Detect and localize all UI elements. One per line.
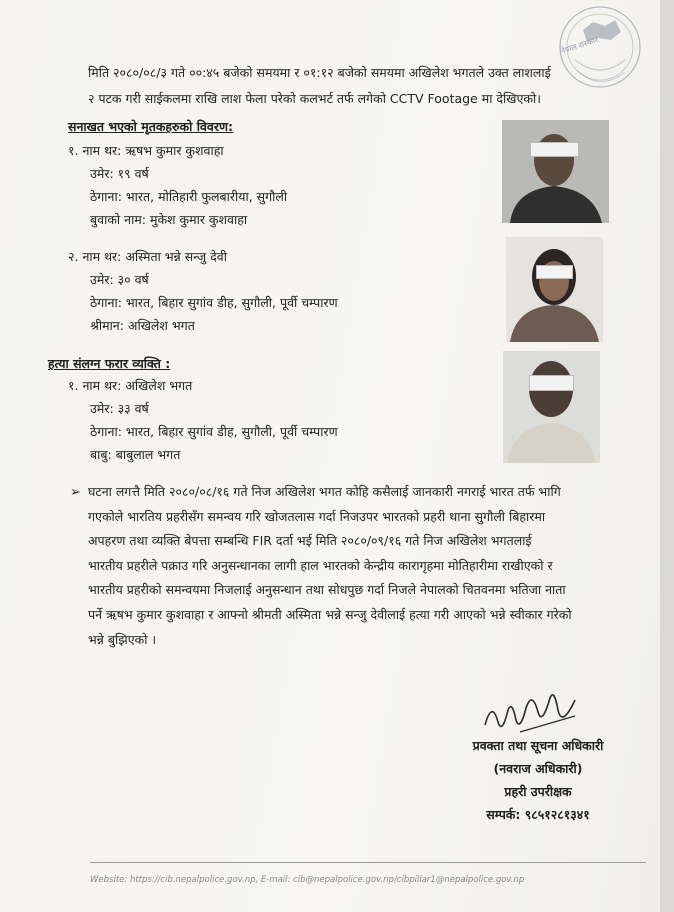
deceased-2-husband: श्रीमान: अखिलेश भगत: [90, 318, 195, 333]
footer-contact: Website: https://cib.nepalpolice.gov.np, E-mail: cib@nepalpolice.gov.np/cibpillar1@nepalpolice.gov.np: [90, 875, 525, 885]
paragraph-line: अपहरण तथा व्यक्ति बेपत्ता सम्बन्धि FIR दर्ता भई मिति २०८०/०९/१६ गते निज अखिलेश भगतलाई: [88, 533, 532, 549]
deceased-2-name: २. नाम थर: अस्मिता भन्ने सन्जु देवी: [68, 249, 227, 264]
paragraph-line: भारतीय प्रहरीको समन्वयमा निजलाई अनुसन्धान तथा सोधपुछ गर्दा निजले नेपालको चितवनमा भतिजा नाता: [88, 582, 566, 598]
deceased-2-address: ठेगाना: भारत, बिहार सुगांव डीह, सुगौली, पूर्वी चम्पारण: [90, 295, 338, 310]
eye-blur-bar: [536, 265, 573, 279]
bullet-arrow-icon: ➢: [70, 485, 81, 500]
intro-line-1: मिति २०८०/०८/३ गते ००:४५ बजेको समयमा र ०१:१२ बजेको समयमा अखिलेश भगतले उक्त लाशलाई: [88, 65, 551, 80]
deceased-1-address: ठेगाना: भारत, मोतिहारी फुलबारीया, सुगौली: [90, 189, 288, 204]
paragraph-line: पर्ने ऋषभ कुमार कुशवाहा र आफ्नो श्रीमती अस्मिता भन्ने सन्जु देवीलाई हत्या गरी आएको भन्ने स्वीकार गरेको: [88, 606, 572, 622]
page-edge: [660, 0, 674, 912]
absconding-father: बाबु: बाबुलाल भगत: [90, 447, 181, 462]
deceased-1-name: १. नाम थर: ऋषभ कुमार कुशवाहा: [68, 143, 224, 158]
absconding-name: १. नाम थर: अखिलेश भगत: [68, 378, 193, 393]
absconding-address: ठेगाना: भारत, बिहार सुगांव डीह, सुगौली, पूर्वी चम्पारण: [90, 424, 338, 439]
absconding-heading: हत्या संलग्न फरार व्यक्ति :: [48, 356, 171, 371]
signatory-contact: सम्पर्क: ९८५१२८१३४१: [486, 807, 590, 822]
paragraph-line: भन्ने बुझिएको ।: [88, 631, 157, 647]
footer-divider: [90, 862, 646, 863]
deceased-heading: सनाखत भएको मृतकहरुको विवरण:: [68, 119, 234, 134]
intro-line-2: २ पटक गरी साईकलमा राखि लाश फेला परेको कलभर्ट तर्फ लगेको CCTV Footage मा देखिएको।: [88, 91, 541, 106]
signatory-title: प्रवक्ता तथा सूचना अधिकारी: [472, 738, 604, 753]
absconding-photo: [503, 351, 600, 463]
paragraph-line: गएकोले भारतिय प्रहरीसँग समन्वय गरि खोजतलास गर्दा निजउपर भारतको प्रहरी थाना सुगौली बिहारमा: [88, 508, 546, 524]
signatory-name: (नवराज अधिकारी): [493, 761, 583, 776]
eye-blur-bar: [529, 375, 574, 391]
stamp-text: नेपाल सरकार: [559, 35, 600, 56]
deceased-1-father: बुवाको नाम: मुकेश कुमार कुशवाहा: [90, 212, 248, 227]
eye-blur-bar: [530, 142, 579, 157]
statement-paragraph: [88, 480, 648, 652]
deceased-2-photo: [506, 237, 603, 342]
signatory-rank: प्रहरी उपरीक्षक: [504, 784, 572, 799]
deceased-2-age: उमेर: ३० वर्ष: [90, 272, 149, 287]
deceased-1-photo: [502, 120, 609, 223]
deceased-1-age: उमेर: १९ वर्ष: [90, 166, 149, 181]
absconding-age: उमेर: ३३ वर्ष: [90, 401, 149, 416]
handwritten-signature: [480, 680, 590, 740]
paragraph-line: घटना लगत्तै मिति २०८०/०८/१६ गते निज अखिलेश भगत कोहि कसैलाई जानकारी नगराई भारत तर्फ भागि: [88, 484, 561, 499]
paragraph-line: भारतीय प्रहरीले पक्राउ गरि अनुसन्धानका लागी हाल भारतको केन्द्रीय कारागृहमा मोतिहारीमा राखीएको र: [88, 557, 553, 573]
